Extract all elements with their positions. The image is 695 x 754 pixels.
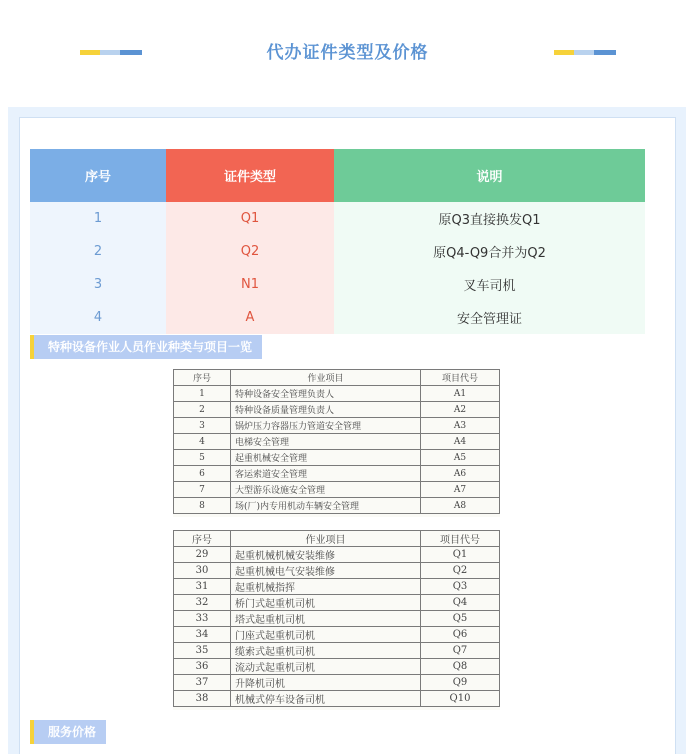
row-description: 原Q3直接换发Q1 [334, 202, 645, 235]
table-row [174, 675, 500, 691]
scan-cell-index: 7 [174, 482, 231, 498]
scan-cell-item: 塔式起重机司机 [231, 611, 421, 627]
scan-cell-code: Q4 [421, 595, 500, 611]
scan-cell-code: Q9 [421, 675, 500, 691]
scan-cell-index: 30 [174, 563, 231, 579]
table-row [174, 466, 500, 482]
scan-cell-code: A8 [421, 498, 500, 514]
scan-cell-index: 6 [174, 466, 231, 482]
scan-cell-code: A1 [421, 386, 500, 402]
row-type: Q2 [166, 235, 334, 268]
scan-cell-code: Q8 [421, 659, 500, 675]
scan-cell-item: 起重机械机械安装维修 [231, 547, 421, 563]
scan-cell-code: Q6 [421, 627, 500, 643]
scan-cell-index: 32 [174, 595, 231, 611]
scanned-table-management [173, 369, 500, 517]
table-row [30, 301, 645, 334]
row-type: A [166, 301, 334, 334]
scan-cell-item: 门座式起重机司机 [231, 627, 421, 643]
scan-cell-item: 场(厂)内专用机动车辆安全管理 [231, 498, 421, 514]
scan-cell-item: 升降机司机 [231, 675, 421, 691]
scan-cell-item: 大型游乐设施安全管理 [231, 482, 421, 498]
scan-cell-code: A7 [421, 482, 500, 498]
table-row [174, 579, 500, 595]
row-type: N1 [166, 268, 334, 301]
scan-cell-index: 29 [174, 547, 231, 563]
scan-cell-code: A5 [421, 450, 500, 466]
scan-cell-code: A3 [421, 418, 500, 434]
table-row [174, 418, 500, 434]
scan-header-row [174, 370, 500, 386]
table-row [174, 547, 500, 563]
scan-cell-index: 36 [174, 659, 231, 675]
scan-header-code: 项目代号 [421, 531, 500, 547]
scan-cell-code: A6 [421, 466, 500, 482]
scan-cell-item: 机械式停车设备司机 [231, 691, 421, 707]
scan-cell-code: Q3 [421, 579, 500, 595]
scan-cell-code: Q10 [421, 691, 500, 707]
scan-cell-item: 起重机械电气安装维修 [231, 563, 421, 579]
scan-cell-index: 1 [174, 386, 231, 402]
scan-cell-index: 4 [174, 434, 231, 450]
table-row [30, 268, 645, 301]
column-header-type: 证件类型 [166, 149, 334, 202]
row-description: 安全管理证 [334, 301, 645, 334]
scan-cell-item: 锅炉压力容器压力管道安全管理 [231, 418, 421, 434]
scan-cell-index: 35 [174, 643, 231, 659]
title-decoration-right [554, 50, 616, 55]
row-index: 2 [30, 235, 166, 268]
page-header [0, 0, 695, 100]
table-row [30, 202, 645, 235]
row-index: 3 [30, 268, 166, 301]
table-row [174, 659, 500, 675]
scan-cell-index: 31 [174, 579, 231, 595]
scan-header-code: 项目代号 [421, 370, 500, 386]
table-row [174, 498, 500, 514]
scan-cell-item: 电梯安全管理 [231, 434, 421, 450]
certificate-type-table [30, 149, 645, 334]
scan-cell-item: 流动式起重机司机 [231, 659, 421, 675]
scan-cell-index: 8 [174, 498, 231, 514]
scan-header-item: 作业项目 [231, 370, 421, 386]
table-row [174, 402, 500, 418]
scan-cell-index: 5 [174, 450, 231, 466]
column-header-description: 说明 [334, 149, 645, 202]
table-row [174, 611, 500, 627]
row-index: 4 [30, 301, 166, 334]
table-row [174, 595, 500, 611]
scan-cell-code: A2 [421, 402, 500, 418]
scan-cell-item: 桥门式起重机司机 [231, 595, 421, 611]
table-header-row [30, 149, 645, 202]
scan-cell-code: A4 [421, 434, 500, 450]
row-description: 原Q4-Q9合并为Q2 [334, 235, 645, 268]
scan-cell-item: 客运索道安全管理 [231, 466, 421, 482]
scan-cell-item: 缆索式起重机司机 [231, 643, 421, 659]
scan-header-index: 序号 [174, 531, 231, 547]
table-row [30, 235, 645, 268]
scan-cell-index: 34 [174, 627, 231, 643]
scan-cell-code: Q5 [421, 611, 500, 627]
scan-cell-code: Q2 [421, 563, 500, 579]
scan-cell-index: 33 [174, 611, 231, 627]
table-row [174, 434, 500, 450]
table-row [174, 627, 500, 643]
scan-cell-index: 2 [174, 402, 231, 418]
column-header-index: 序号 [30, 149, 166, 202]
scan-cell-code: Q7 [421, 643, 500, 659]
table-row [174, 482, 500, 498]
scan-cell-item: 起重机械指挥 [231, 579, 421, 595]
scanned-table-crane [173, 530, 500, 710]
scan-cell-item: 起重机械安全管理 [231, 450, 421, 466]
table-row [174, 643, 500, 659]
table-row [174, 563, 500, 579]
row-index: 1 [30, 202, 166, 235]
row-description: 叉车司机 [334, 268, 645, 301]
scan-cell-index: 38 [174, 691, 231, 707]
scan-header-index: 序号 [174, 370, 231, 386]
scan-cell-code: Q1 [421, 547, 500, 563]
scan-cell-item: 特种设备安全管理负责人 [231, 386, 421, 402]
section-heading-work-types: 特种设备作业人员作业种类与项目一览 [30, 335, 262, 359]
table-row [174, 450, 500, 466]
page-title: 代办证件类型及价格 [266, 43, 429, 63]
table-row [174, 386, 500, 402]
section-heading-service-price: 服务价格 [30, 720, 106, 744]
scan-cell-index: 3 [174, 418, 231, 434]
scan-cell-index: 37 [174, 675, 231, 691]
scan-header-row [174, 531, 500, 547]
row-type: Q1 [166, 202, 334, 235]
table-row [174, 691, 500, 707]
scan-cell-item: 特种设备质量管理负责人 [231, 402, 421, 418]
scan-header-item: 作业项目 [231, 531, 421, 547]
